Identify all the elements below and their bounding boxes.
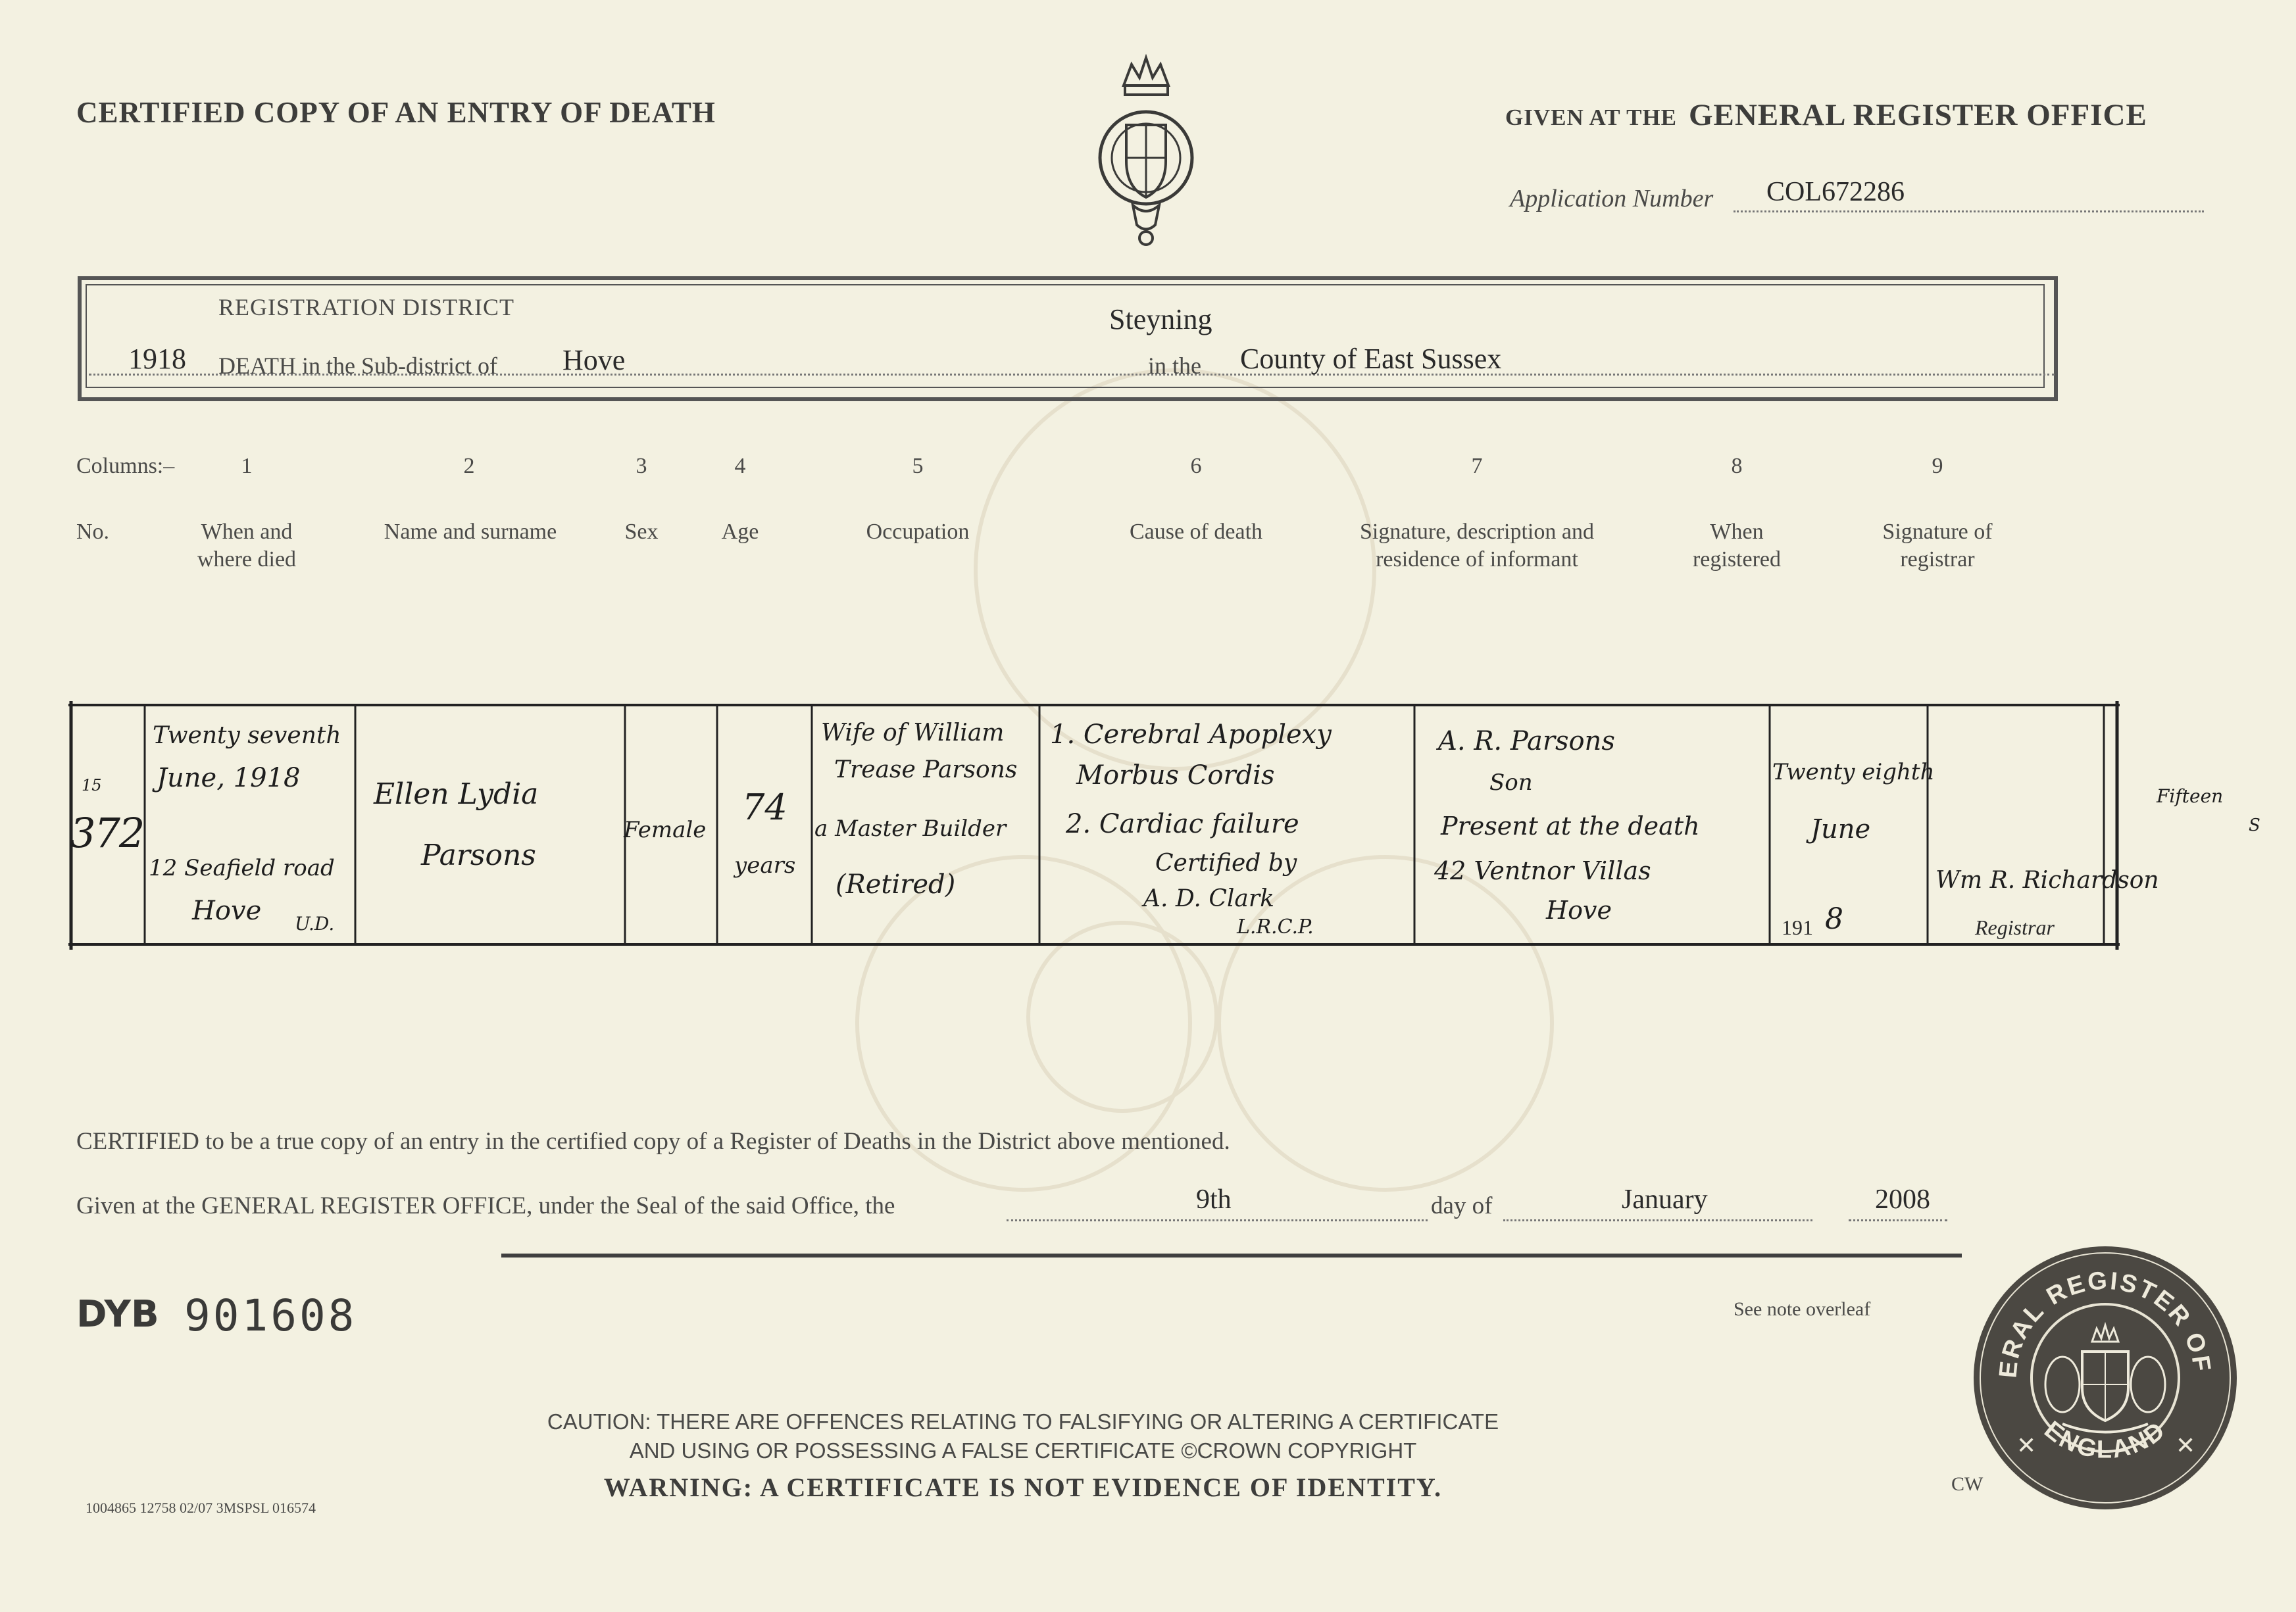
registration-date-line-2: June bbox=[1810, 814, 1871, 844]
cause-of-death-line-5: A. D. Clark bbox=[1143, 885, 1274, 912]
date-of-death-line-2: June, 1918 bbox=[157, 763, 301, 793]
occupation-line-3: a Master Builder bbox=[814, 816, 1007, 842]
initials: CW bbox=[1951, 1473, 1984, 1495]
informant-line-2: Son bbox=[1489, 769, 1533, 796]
column-header-informant: Signature, description and residence of informant bbox=[1360, 520, 1594, 572]
application-number-label: Application Number bbox=[1510, 185, 1714, 212]
entry-number: 372 bbox=[70, 809, 144, 857]
day-field bbox=[1007, 1186, 1428, 1221]
svg-text:✕: ✕ bbox=[2016, 1432, 2037, 1459]
royal-coat-of-arms-icon bbox=[1092, 53, 1201, 250]
year-field bbox=[1849, 1186, 1947, 1221]
column-header-when-registered: When registered bbox=[1692, 520, 1782, 572]
subdistrict-value: Hove bbox=[562, 344, 626, 376]
cause-of-death-line-6: L.R.C.P. bbox=[1237, 916, 1314, 939]
registrar-signature: Wm R. Richardson bbox=[1935, 867, 2159, 894]
day-of-label: day of bbox=[1431, 1192, 1493, 1219]
margin-note-line-2: S bbox=[2249, 816, 2260, 835]
year-value: 2008 bbox=[1875, 1185, 1930, 1215]
cause-of-death-line-2: Morbus Cordis bbox=[1076, 760, 1275, 791]
certificate-title: CERTIFIED COPY OF AN ENTRY OF DEATH bbox=[76, 96, 716, 129]
registration-year-handwritten: 8 bbox=[1825, 902, 1843, 936]
serial-prefix: DYB bbox=[76, 1293, 159, 1336]
column-number-3: 3 bbox=[636, 454, 647, 478]
entry-number-small: 15 bbox=[82, 776, 102, 794]
cause-of-death-line-4: Certified by bbox=[1155, 850, 1297, 877]
column-number-6: 6 bbox=[1190, 454, 1202, 478]
column-header-when-where: When and where died bbox=[197, 520, 297, 572]
given-at-heading bbox=[1505, 97, 2147, 133]
column-header-occupation: Occupation bbox=[866, 520, 970, 544]
sex-value: Female bbox=[624, 817, 707, 843]
age-value: 74 bbox=[742, 787, 787, 828]
given-at-statement: Given at the GENERAL REGISTER OFFICE, under the Seal of the said Office, the bbox=[76, 1192, 895, 1219]
columns-label: Columns:– bbox=[76, 454, 175, 478]
margin-note-line-1: Fifteen bbox=[2157, 785, 2224, 807]
in-the-label: in the bbox=[1148, 353, 1201, 379]
registration-district-value: Steyning bbox=[1109, 303, 1212, 335]
column-header-cause: Cause of death bbox=[1129, 520, 1263, 544]
column-header-age: Age bbox=[721, 520, 759, 544]
cause-of-death-line-3: 2. Cardiac failure bbox=[1066, 809, 1299, 839]
column-header-name: Name and surname bbox=[384, 520, 557, 544]
application-number-value: COL672286 bbox=[1766, 177, 1905, 207]
caution-line-2: AND USING OR POSSESSING A FALSE CERTIFICATE ©CROWN COPYRIGHT bbox=[629, 1438, 1417, 1463]
column-header-no: No. bbox=[76, 520, 110, 544]
column-number-4: 4 bbox=[734, 454, 746, 478]
general-register-office-seal-icon bbox=[1970, 1243, 2240, 1513]
caution-notice bbox=[484, 1407, 1562, 1465]
column-number-2: 2 bbox=[463, 454, 475, 478]
print-code: 1004865 12758 02/07 3MSPSL 016574 bbox=[86, 1500, 316, 1516]
column-number-5: 5 bbox=[912, 454, 924, 478]
informant-line-4: 42 Ventnor Villas bbox=[1434, 856, 1651, 885]
signature-rule bbox=[501, 1254, 1962, 1258]
column-header-registrar: Signature of registrar bbox=[1882, 520, 1993, 572]
month-field bbox=[1503, 1186, 1812, 1221]
day-value: 9th bbox=[1196, 1185, 1232, 1215]
death-year: 1918 bbox=[128, 343, 186, 375]
subdistrict-label: DEATH in the Sub-district of bbox=[218, 353, 497, 379]
deceased-name-line-1: Ellen Lydia bbox=[374, 777, 539, 811]
occupation-line-4: (Retired) bbox=[836, 869, 956, 900]
svg-text:GENERAL REGISTER OFFICE: ERAL REGISTER OF bbox=[1994, 1267, 2216, 1379]
column-number-8: 8 bbox=[1731, 454, 1743, 478]
informant-line-5: Hove bbox=[1546, 896, 1612, 925]
column-number-9: 9 bbox=[1932, 454, 1943, 478]
given-at-office: GENERAL REGISTER OFFICE bbox=[1688, 98, 2147, 132]
identity-warning: WARNING: A CERTIFICATE IS NOT EVIDENCE OF IDENTITY. bbox=[603, 1473, 1443, 1502]
svg-text:ENGLAND: ENGLAND bbox=[2039, 1415, 2172, 1464]
given-at-label: GIVEN AT THE bbox=[1505, 105, 1677, 130]
county-value: County of East Sussex bbox=[1240, 343, 1502, 375]
registration-year-printed: 191 bbox=[1782, 916, 1813, 939]
certification-statement: CERTIFIED to be a true copy of an entry in the certified copy of a Register of Deaths in the District above mentioned. bbox=[76, 1128, 1230, 1155]
registrar-title: Registrar bbox=[1975, 916, 2055, 939]
application-number-field bbox=[1734, 176, 2204, 212]
registration-date-line-1: Twenty eighth bbox=[1772, 759, 1935, 785]
place-of-death-line-3: U.D. bbox=[295, 913, 335, 935]
column-number-7: 7 bbox=[1471, 454, 1483, 478]
registration-district-label: REGISTRATION DISTRICT bbox=[218, 294, 514, 320]
informant-line-3: Present at the death bbox=[1441, 812, 1700, 841]
deceased-name-line-2: Parsons bbox=[421, 839, 536, 872]
column-header-sex: Sex bbox=[624, 520, 659, 544]
month-value: January bbox=[1622, 1185, 1708, 1215]
place-of-death-line-1: 12 Seafield road bbox=[149, 855, 335, 881]
caution-line-1: CAUTION: THERE ARE OFFENCES RELATING TO FALSIFYING OR ALTERING A CERTIFICATE bbox=[547, 1409, 1499, 1434]
occupation-line-2: Trease Parsons bbox=[834, 756, 1018, 783]
age-unit: years bbox=[734, 852, 796, 879]
see-note-overleaf: See note overleaf bbox=[1734, 1298, 1871, 1320]
serial-number: 901608 bbox=[184, 1290, 357, 1341]
informant-line-1: A. R. Parsons bbox=[1438, 726, 1615, 756]
svg-text:✕: ✕ bbox=[2176, 1432, 2196, 1459]
place-of-death-line-2: Hove bbox=[192, 896, 262, 926]
date-of-death-line-1: Twenty seventh bbox=[153, 722, 341, 749]
column-number-1: 1 bbox=[241, 454, 253, 478]
occupation-line-1: Wife of William bbox=[821, 720, 1005, 746]
cause-of-death-line-1: 1. Cerebral Apoplexy bbox=[1050, 720, 1332, 750]
